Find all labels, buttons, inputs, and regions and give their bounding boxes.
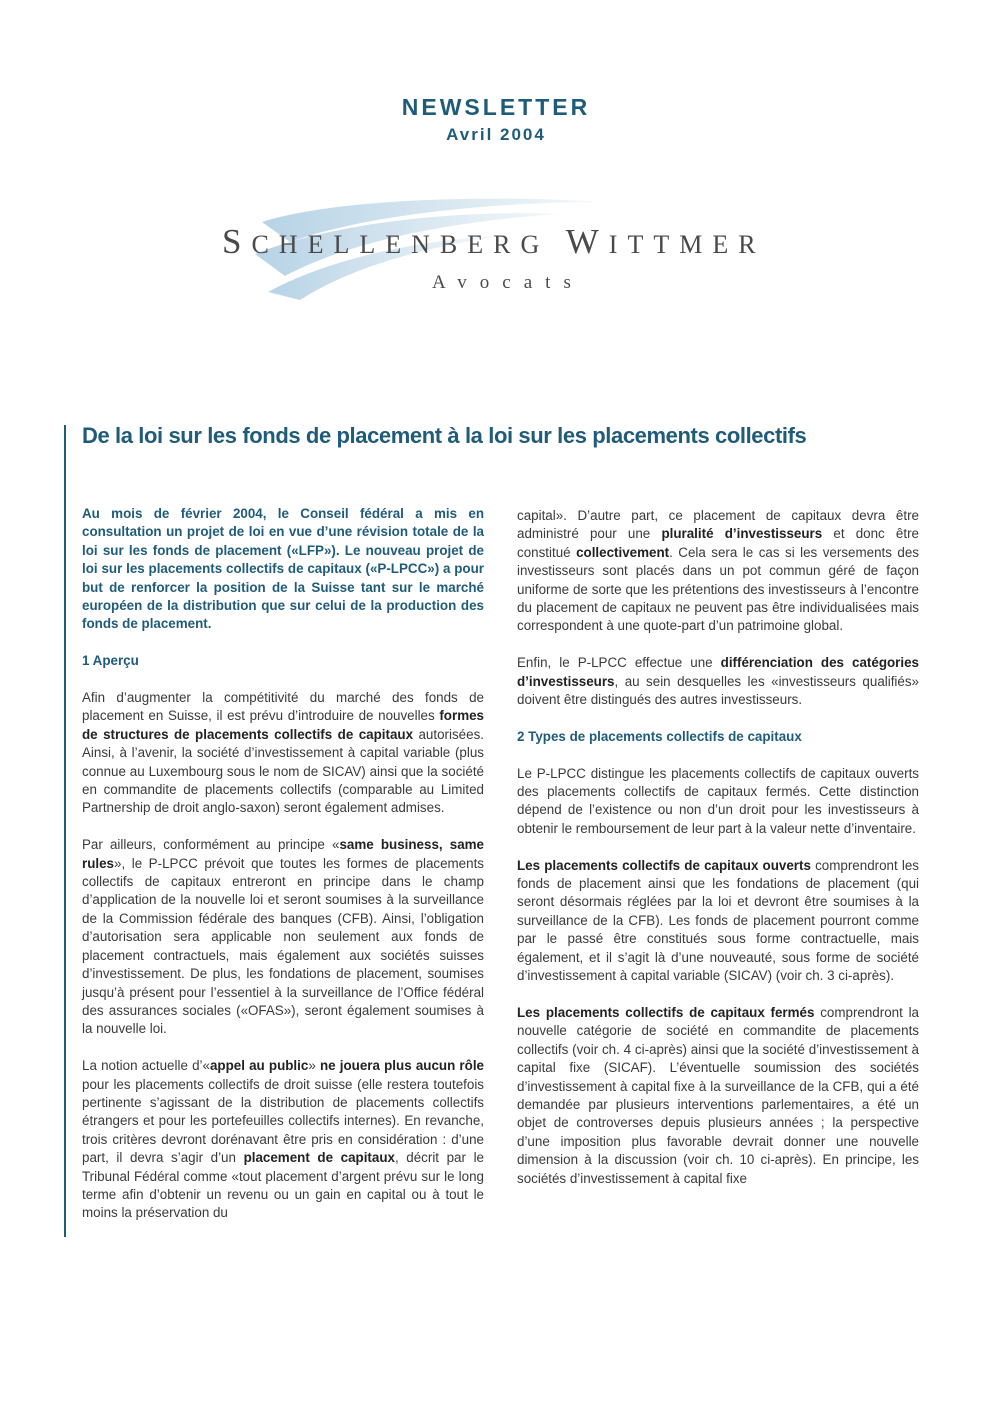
paragraph: capital». D’autre part, ce placement de capitaux devra être administré pour une pluralité d’investisseurs et donc être constitué collectivement. Cela sera le cas si les versements des investisseurs sont placés dans un pot commun géré de façon uniforme de sorte que les prétentions des investisseurs à l’encontre du placement de capitaux ne peuvent pas être individualisées mais correspondent à une quote-part d’un patrimoine global. xyxy=(517,508,919,634)
right-column xyxy=(517,507,919,1206)
paragraph: La notion actuelle d’«appel au public» ne jouera plus aucun rôle pour les placements collectifs de droit suisse (elle restera toutefois pertinente s’agissant de la distribution de placements collectifs étrangers et pour les portefeuilles collectifs internes). En revanche, trois critères devront dorénavant être pris en considération : d’une part, il devra s’agir d’un placement de capitaux, décrit par le Tribunal Fédéral comme «tout placement d’argent prévu sur le long terme afin d’obtenir un revenu ou un gain en capital ou à tout le moins la préservation du xyxy=(82,1058,484,1221)
newsletter-title: NEWSLETTER xyxy=(401,94,591,120)
firm-subtitle: Avocats xyxy=(432,272,584,293)
firm-logo xyxy=(0,192,992,302)
firm-name: SCHELLENBERG WITTMER xyxy=(222,222,766,261)
section-heading-1: 1 Aperçu xyxy=(82,653,139,669)
paragraph: Les placements collectifs de capitaux fermés comprendront la nouvelle catégorie de société en commandite de placements collectifs (voir ch. 4 ci-après) ainsi que la société d’investissement à capital fixe (SICAF). L’éventuelle soumission des sociétés d’investissement à capital fixe à la surveillance de la CFB, qui a été demandée par plusieurs interventions parlementaires, a été un objet de controverses depuis plusieurs années ; la perspective d’une imposition plus favorable devrait donner une nouvelle dimension à la discussion (voir ch. 10 ci-après). En principe, les sociétés d’investissement à capital fixe xyxy=(517,1004,920,1186)
left-column xyxy=(82,505,484,1241)
paragraph: Le P-LPCC distingue les placements collectifs de capitaux ouverts des placements collectifs de capitaux fermés. Cette distinction dépend de l’existence ou non d’un droit pour les investisseurs à obtenir le remboursement de leur part à la valeur nette d’inventaire. xyxy=(517,765,919,836)
paragraph: Les placements collectifs de capitaux ouverts comprendront les fonds de placement ainsi que les fondations de placement (qui seront désormais réglées par la loi et devront être soumises à la surveillance de la CFB). Les fonds de placement pourront comme par le passé être constitués sous forme contractuelle, mais également, et il s’agit là d’une nouveauté, sous forme de société d’investissement à capital variable (SICAV) (voir ch. 3 ci-après). xyxy=(517,857,919,984)
newsletter-date: Avril 2004 xyxy=(446,125,546,144)
lead-paragraph: Au mois de février 2004, le Conseil fédéral a mis en consultation un projet de loi en vue d’une révision totale de la loi sur les fonds de placement («LFP»). Le nouveau projet de loi sur les placements collectifs de capitaux («P-LPCC») a pour but de renforcer la position de la Suisse tant sur le marché européen de la distribution que sur celui de la production des fonds de placement. xyxy=(82,506,484,632)
newsletter-header xyxy=(0,92,992,146)
paragraph: Enfin, le P-LPCC effectue une différenciation des catégories d’investisseurs, au sein desquelles les «investisseurs qualifiés» doivent être distingués des autres investisseurs. xyxy=(517,655,920,708)
article-accent-bar xyxy=(64,425,66,1237)
paragraph: Afin d’augmenter la compétitivité du marché des fonds de placement en Suisse, il est prévu d’introduire de nouvelles formes de structures de placements collectifs de capitaux autorisées. Ainsi, à l’avenir, la société d’investissement à capital variable (plus connue au Luxembourg sous le nom de SICAV) ainsi que la société en commandite de placements collectifs (comparable au Limited Partnership de droit anglo-saxon) seront également admises. xyxy=(82,690,484,816)
article-title: De la loi sur les fonds de placement à la loi sur les placements collectifs xyxy=(82,423,807,448)
paragraph: Par ailleurs, conformément au principe «same business, same rules», le P-LPCC prévoit que toutes les formes de placements collectifs de capitaux entreront en principe dans le champ d’application de la nouvelle loi et seront soumises à la surveillance de la Commission fédérale des banques (CFB). Ainsi, l’obligation d’autorisation sera applicable non seulement aux fonds de placement contractuels, mais également aux sociétés suisses d’investissement. De plus, les fondations de placement, soumises jusqu’à présent pour l’essentiel à la surveillance de l’Office fédéral des assurances sociales («OFAS»), seront également soumises à la nouvelle loi. xyxy=(82,837,484,1037)
section-heading-2: 2 Types de placements collectifs de capitaux xyxy=(517,728,802,744)
